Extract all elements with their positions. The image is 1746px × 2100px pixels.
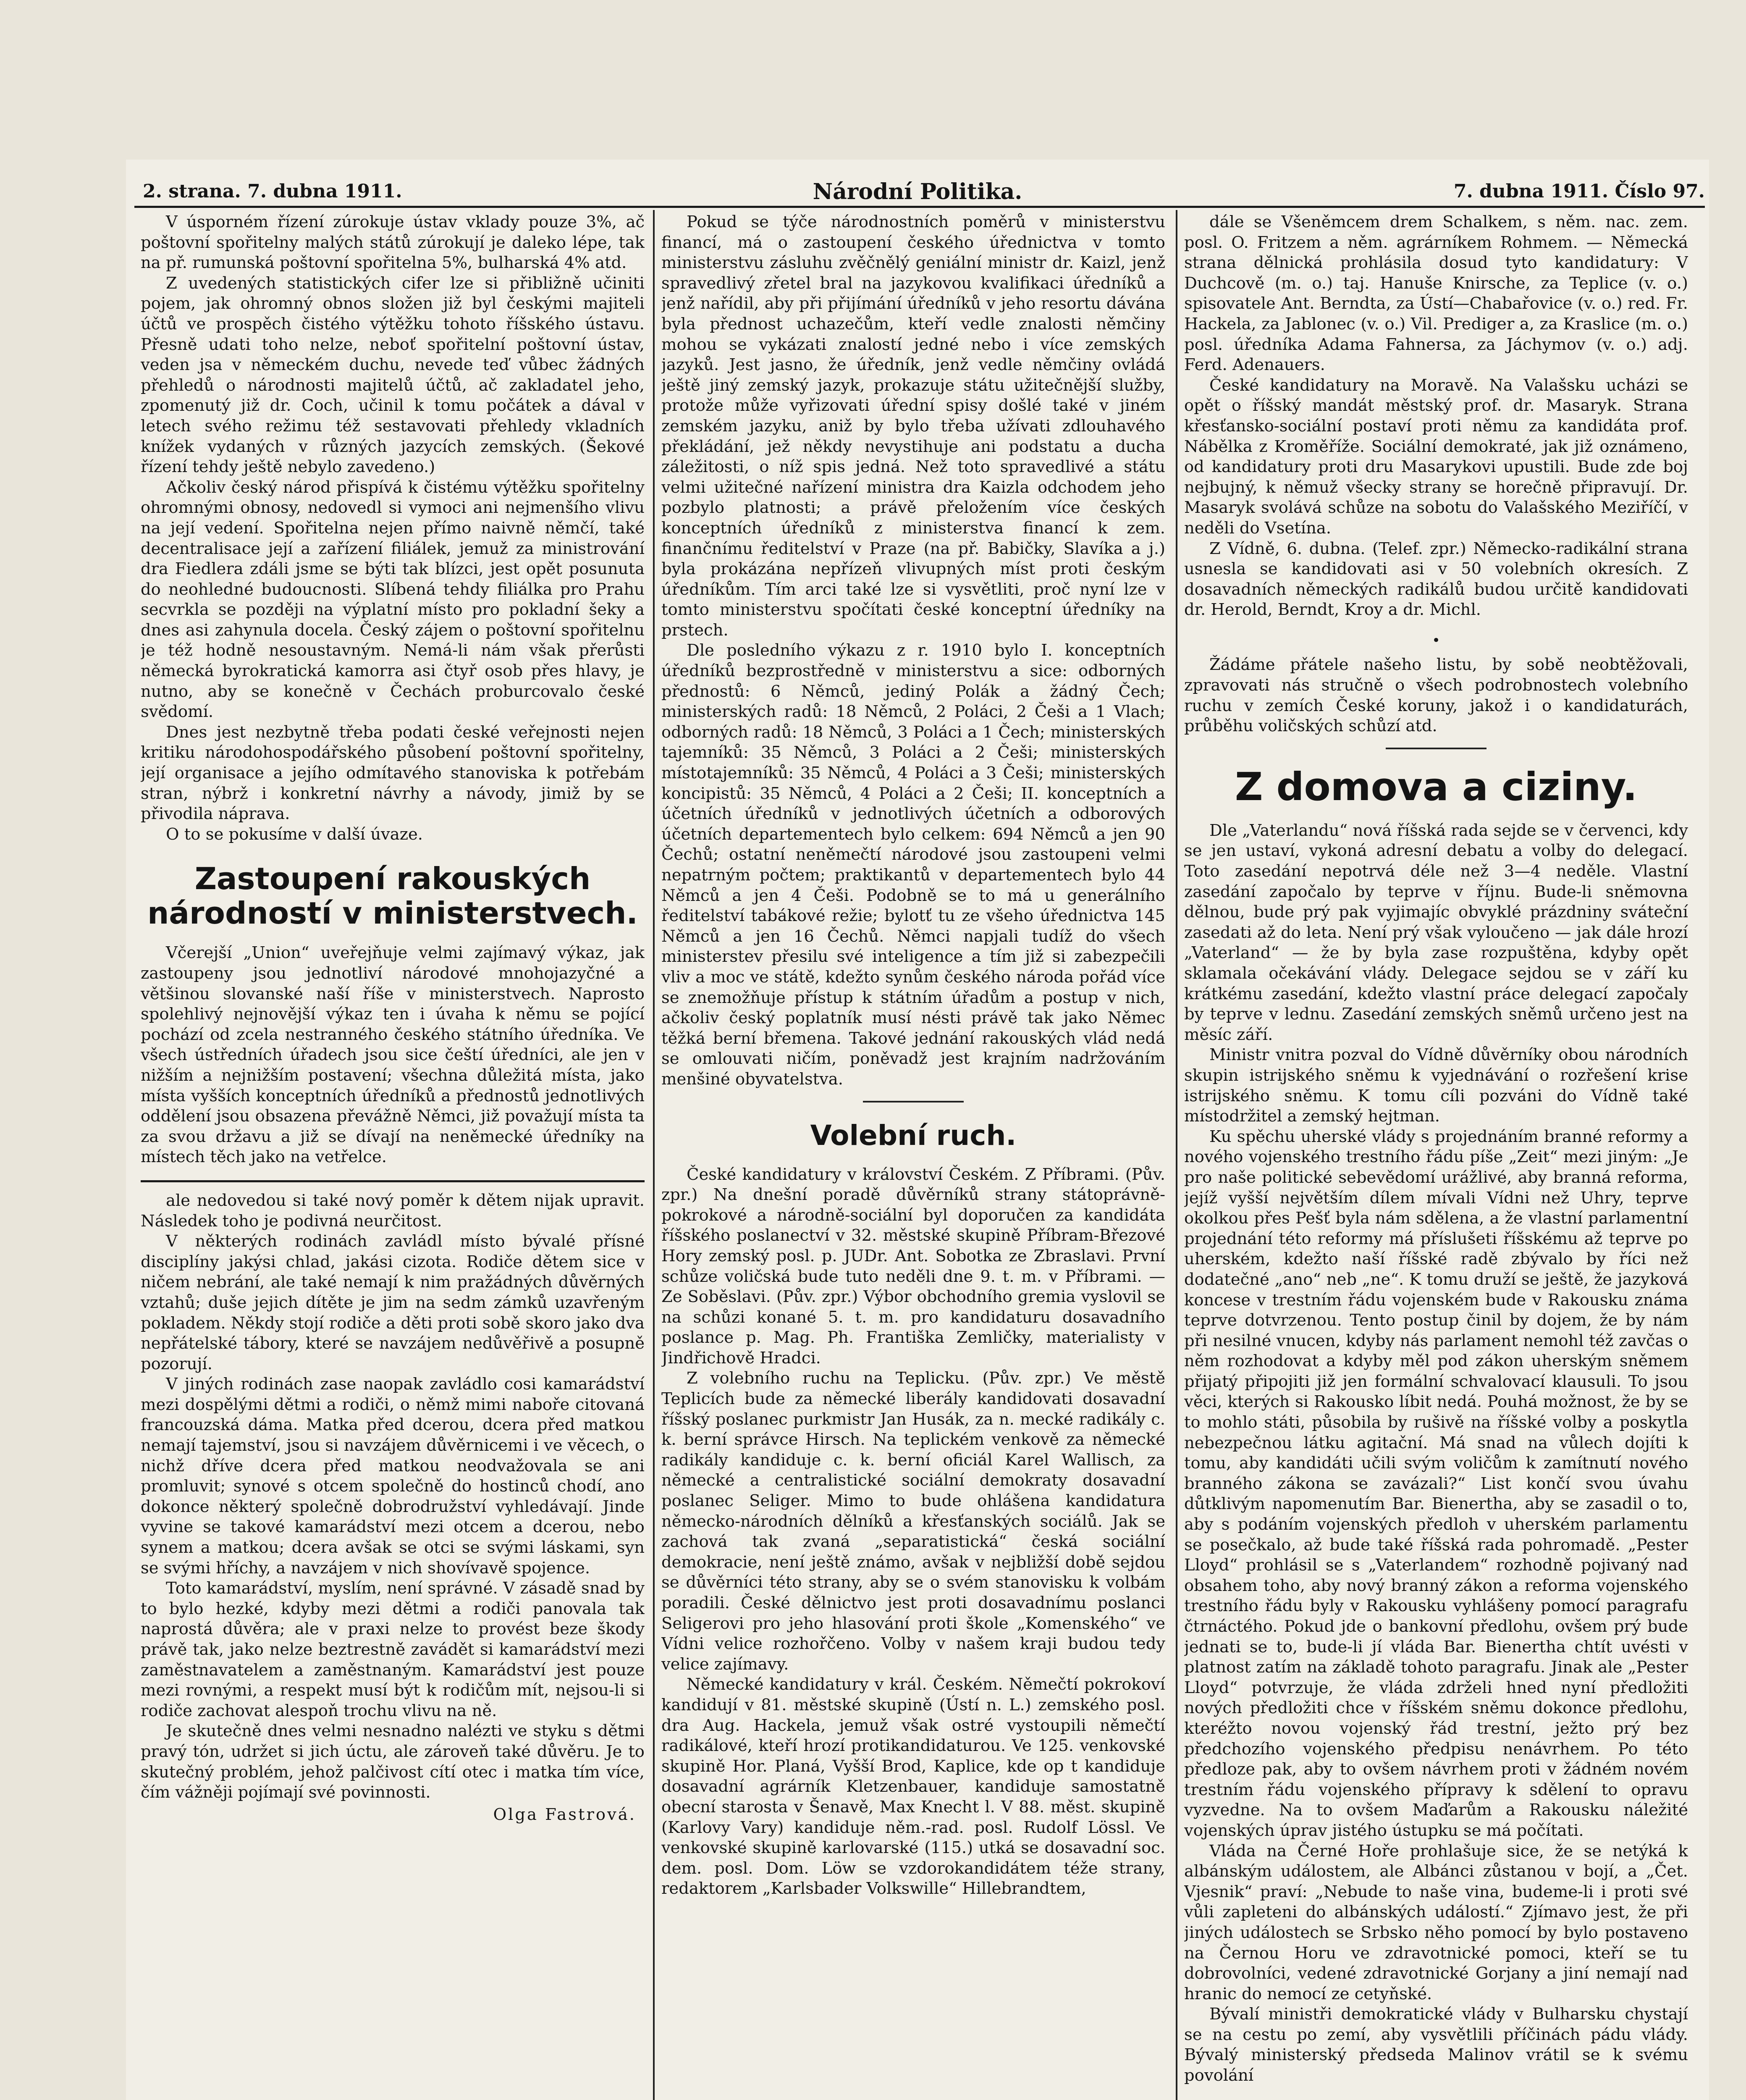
column-1 xyxy=(141,212,645,2100)
short-divider xyxy=(863,1101,964,1102)
paragraph: Dle posledního výkazu z r. 1910 bylo I. konceptních úředníků bezprostředně v ministerstvu a sice: odborných přednostů: 6 Němců, jediný Polák a žádný Čech; ministerských radů: 18 Němců, 2 Poláci, 2 Češi a 1 Vlach; odborných radů: 18 Němců, 3 Poláci a 1 Čech; ministerských tajemníků: 35 Němců, 3 Poláci a 2 Češi; ministerských místotajemníků: 35 Němců, 4 Poláci a 3 Češi; ministerských koncipistů: 35 Němců, 4 Poláci a 2 Češi; II. konceptních a účetních úředníků v jednotlivých účetních a odborových účetních departementech bylo celkem: 694 Němců a jen 90 Čechů; ostatní neněmečtí národové jsou zastoupeni velmi nepatrným počtem; praktikantů v departementech bylo 44 Němců a jen 4 Češi. Podobně se to má u generálního ředitelství tabákové režie; bylotť tu ze všeho úřednictva 145 Němců a jen 16 Čechů. Němci napjali tudíž do všech ministerstev přesilu své inteligence a tím již si zabezpečili vliv a moc ve státě, kdežto synům českého národa pořád více se znemožňuje přístup k státním úřadům a postup v nich, ačkoliv český poplatník musí nésti právě tak jako Němec těžká berní břemena. Takové jednání rakouských vlád nedá se omlouvati ničím, poněvadž jest krajním nadržováním menšiné obyvatelstva. xyxy=(661,641,1165,1089)
paragraph: V jiných rodinách zase naopak zavládlo cosi kamarádství mezi dospělými dětmi a rodiči, o němž mimi naboře citovaná francouzská dáma. Matka před dcerou, dcera před matkou nemají tajemství, jsou si navzájem důvěrnicemi i ve věcech, o nichž dříve dcera před matkou neodvažovala se ani promluvit; synové s otcem společně do hostinců chodí, ano dokonce některý společně dobrodružství vyhledávají. Jinde vyvine se takové kamarádství mezi otcem a dcerou, nebo synem a matkou; dcera avšak se otci se svými láskami, syn se svými hříchy, a navzájem v nich shovívavě spojence. xyxy=(141,1375,645,1578)
section-headline: Volební ruch. xyxy=(810,1119,1017,1152)
paragraph: Ministr vnitra pozval do Vídně důvěrníky obou národních skupin istrijského sněmu k vyjednávání o rozřešení krise istrijského sněmu. K tomu cíli pozváni do Vídně také místodržitel a zemský hejtman. xyxy=(1184,1045,1688,1126)
author-signature: Olga Fastrová. xyxy=(493,1805,636,1824)
paragraph: ale nedovedou si také nový poměr k dětem nijak upravit. Následek toho je podivná neurčitost. xyxy=(141,1191,645,1231)
paragraph: České kandidatury na Moravě. Na Valašsku ucházi se opět o říšský mandát městský prof. dr. Masaryk. Strana křesťansko-sociální postaví proti němu za kandidáta prof. Nábělka z Kroměříže. Sociální demokraté, jak již oznámeno, od kandidatury proti dru Masarykovi upustili. Bude zde boj nejbujný, k němuž všecky strany se horečně připravují. Dr. Masaryk svolává schůze na sobotu do Valašského Meziříčí, v neděli do Vsetína. xyxy=(1184,375,1688,538)
masthead: Národní Politika. xyxy=(813,179,1022,205)
paragraph: Z volebního ruchu na Teplicku. (Pův. zpr.) Ve městě Teplicích bude za německé liberály kandidovati dosavadní říšský poslanec purkmistr Jan Husák, za n. mecké radikály c. k. berní správce Hirsch. Na teplickém venkově za německé radikály kandiduje c. k. berní oficiál Karel Wallisch, za německé a centralistické sociální demokraty dosavadní poslanec Seliger. Mimo to bude ohlášena kandidatura německo-národních dělníků a křesťanských sociálů. Jak se zachová tak zvaná „separatistická“ česká sociální demokracie, není ještě známo, avšak v nejbližší době sejdou se důvěrníci této strany, aby se o svém stanovisku k volbám poradili. České dělnictvo jest proti dosavadnímu poslanci Seligerovi pro jeho hlasování proti škole „Komenského“ ve Vídni velice rozhořčeno. Volby v našem kraji budou tedy velice zajímavy. xyxy=(661,1369,1165,1674)
column-3 xyxy=(1184,212,1688,2100)
paragraph: České kandidatury v království Českém. Z Příbrami. (Pův. zpr.) Na dnešní poradě důvěrníků strany státoprávně-pokrokové a národně-sociální byl doporučen za kandidáta říšského poslanectví v 32. městské skupině Příbram-Březové Hory zemský posl. p. JUDr. Ant. Sobotka ze Zbraslavi. První schůze voličská bude tuto neděli dne 9. t. m. v Příbrami. — Ze Soběslavi. (Pův. zpr.) Výbor obchodního gremia vyslovil se na schůzi konané 5. t. m. pro kandidaturu dosavadního poslance p. Mag. Ph. Františka Zemličky, materialisty v Jindřichově Hradci. xyxy=(661,1165,1165,1368)
paragraph: Z uvedených statistických cifer lze si přibližně učiniti pojem, jak ohromný obnos složen již byl českými majiteli účtů ve prospěch čistého výtěžku tohoto říšského ústavu. Přesně udati toho nelze, neboť spořitelní poštovní ústav, veden jsa v německém duchu, nevede teď vůbec žádných přehledů o národnosti majitelů účtů, ač zakladatel jeho, zpomenutý již dr. Coch, učinil k tomu počátek a dával v letech svého režimu též sestavovati přehledy vkladních knížek vydaných v různých jazycích zemských. (Šekové řízení tehdy ještě nebylo zavedeno.) xyxy=(141,273,645,477)
article-headline: Zastoupení rakouských národností v ministerstvech. xyxy=(147,861,638,931)
paragraph: Dnes jest nezbytně třeba podati české veřejnosti nejen kritiku národohospodářského působení poštovní spořitelny, její organisace a jejího odmítavého stanoviska k potřebám stran, nýbrž i konkretní návrhy a návody, jimiž by se přivodila náprava. xyxy=(141,722,645,824)
separator-dot: • xyxy=(1431,632,1441,649)
paragraph: Ačkoliv český národ přispívá k čistému výtěžku spořitelny ohromnými obnosy, nedovedl si vymoci ani nejmenšího vlivu na její vedení. Spořitelna nejen přímo naivně němčí, také decentralisace její a zařízení filiálek, jemuž za ministrování dra Fiedlera zdáli jsme se býti tak blízci, jest opět posunuta do neohledné budoucnosti. Slíbená tehdy filiálka pro Prahu secvrkla se později na výplatní místo pro pokladní šeky a dnes asi zahynula docela. Český zájem o poštovní spořitelnu je též hodně nesoustavným. Nemá-li nám však přerůsti německá byrokratická kamorra asi čtyř osob přes hlavy, je nutno, aby se konečně v Čechách proburcovalo české svědomí. xyxy=(141,478,645,722)
column-2 xyxy=(661,212,1165,2100)
paragraph: O to se pokusíme v další úvaze. xyxy=(166,824,423,844)
paragraph: Je skutečně dnes velmi nesnadno nalézti ve styku s dětmi pravý tón, udržet si jich úctu, ale zároveň také důvěru. Je to skutečný problém, jehož palčivost cítí otec i matka tím více, čím vážněji pojímají své povinnosti. xyxy=(141,1722,645,1802)
paragraph: Ku spěchu uherské vlády s projednáním branné reformy a nového vojenského trestního řádu píše „Zeit“ mezi jiným: „Je pro naše politické sebevědomí urážlivé, aby branná reforma, jejíž vyšší největším dílem mívali Vídni než Uhry, teprve okolkou přes Pešť byla nám sdělena, a že vlastní parlamentní projednání této reformy má příslušeti říšskému až teprve po uherském, kdežto naší říšské radě zbývalo by říci než dodatečné „ano“ neb „ne“. K tomu druží se ještě, že jazyková koncese v trestním řádu vojenském bude v Rakousku známa teprve dotvrzenou. Tento postup činil by dojem, že by nám při nesilné vnucen, kdyby nás parlament nemohl též zavčas o něm rozhodovat a kdyby měl pod zákon uherským sněmem přijatý připojiti již jen formální schvalovací klausuli. To jsou věci, kterých si Rakousko líbit nedá. Pouhá možnost, že by se to mohlo státi, působila by rušivě na říšské volby a poskytla nebezpečnou látku agitační. Má snad na vůlech dojíti k tomu, aby kandidáti učili svým voličům k zamítnutí nového branného zákona se zavázali?“ List končí svou úvahu důtklivým napomenutím Bar. Bienertha, aby se zasadil o to, aby s podáním vojenských předloh v uherském parlamentu se posečkalo, až bude také říšská rada pohromadě. „Pester Lloyd“ prohlásil se s „Vaterlandem“ rozhodně pojivaný nad obsahem toho, aby nový branný zákon a reforma vojenského trestního řádu byly v Rakousku vyhlášeny pomocí paragrafu čtrnáctého. Pokud jde o bankovní předlohu, ovšem prý bude jednati se to, bude-li jí vláda Bar. Bienertha chtít uvésti v platnost zatím na základě tohoto paragrafu. Jinak ale „Pester Lloyd“ potvrzuje, že vláda zdrželi hned nyní předložiti nových předložiti chce v říšském sněmu dokonce předlohu, kteréžto novou vojenský řád trestní, ježto prý bez předchozího vojenského předpisu nenávrhem. Po této předloze pak, aby to ovšem návrhem proti v žádném novém trestním řádu vojenského přípravy k sdělení to opravu vyzvedne. Na to ovšem Maďarům a Rakousku náležité vojenských úprav jistého ústupku se má počítati. xyxy=(1184,1127,1688,1840)
paragraph: V některých rodinách zavládl místo bývalé přísné disciplíny jakýsi chlad, jakási cizota. Rodiče dětem sice v ničem nebrání, ale také nemají k nim pražádných důvěrných vztahů; duše jejich dítěte je jim na sedm zámků uzavřeným pokladem. Někdy stojí rodiče a děti proti sobě skoro jako dva nepřátelské tábory, které se navzájem nedůvěřivě a posupně pozorují. xyxy=(141,1232,645,1373)
paragraph: Bývalí ministři demokratické vlády v Bulharsku chystají se na cestu po zemí, aby vysvětlili příčinách pádu vlády. Bývalý ministerský předseda Malinov vrátil se k svému povolání xyxy=(1184,2005,1688,2085)
paragraph: Vláda na Černé Hoře prohlašuje sice, že se netýká k albánským událostem, ale Albánci zůstanou v bojí, a „Čet. Vjesnik“ praví: „Nebude to naše vina, budeme-li i proti své vůli zapleteni do albánských událostí.“ Zjímavo jest, že při jiných událostech se Srbsko něho pomocí by bylo postaveno na Černou Horu ve zdravotnické pomoci, kteří se tu dobrovolníci, vedené zdravotnické Gorjany a jiní nemají nad hranic do nemocí ze cetyňské. xyxy=(1184,1841,1688,2003)
paragraph: dále se Všeněmcem drem Schalkem, s něm. nac. zem. posl. O. Fritzem a něm. agrárníkem Rohmem. — Německá strana dělnická prohlásila dosud tyto kandidatury: V Duchcově (m. o.) taj. Hanuše Knirsche, za Teplice (v. o.) spisovatele Ant. Berndta, za Ústí—Chabařovice (v. o.) red. Fr. Hackela, za Jablonec (v. o.) Vil. Prediger a, za Kraslice (m. o.) posl. úředníka Adama Fahnersa, za Jáchymov (v. o.) adj. Ferd. Adenauers. xyxy=(1184,213,1688,375)
header-rule xyxy=(134,206,1705,208)
paragraph: Německé kandidatury v král. Českém. Němečtí pokrokoví kandidují v 81. městské skupině (Ústí n. L.) zemského posl. dra Aug. Hackela, jemuž však ostré vystoupili němečtí radikálové, kteří hrozí protikandidaturou. Ve 125. venkovské skupině Hor. Planá, Vyšší Brod, Kaplice, kde op t kandiduje dosavadní agrárník Kletzenbauer, kandiduje samostatně obecní starosta v Šenavě, Max Knecht l. V 88. měst. skupině (Karlovy Vary) kandiduje něm.-rad. posl. Rudolf Lössl. Ve venkovské skupině karlovarské (115.) utká se dosavadní soc. dem. posl. Dom. Löw se vzdorokandidátem téže strany, redaktorem „Karlsbader Volkswille“ Hillebrandtem, xyxy=(661,1675,1165,1898)
page-header xyxy=(126,173,1709,207)
paragraph: Pokud se týče národnostních poměrů v ministerstvu financí, má o zastoupení českého úřednictva v tomto ministerstvu zásluhu zvěčnělý geniální ministr dr. Kaizl, jenž spravedlivý zřetel bral na jazykovou kvalifikaci úředníků a jenž nařídil, aby při přijímání úředníků v jeho resortu dávána byla přednost uchazečům, kteří vedle znalosti němčiny mohou se vykázati znalostí jedné nebo i více zemských jazyků. Jest jasno, že úředník, jenž vedle němčiny ovládá ještě jiný zemský jazyk, prokazuje státu užitečnější služby, protože může vyřizovati úřední spisy došlé také v jiném zemském jazyku, aniž by bylo třeba užívati zdlouhavého překládání, jež někdy nevystihuje ani podstatu a ducha záležitosti, o níž spis jedná. Než toto spravedlivé a státu velmi užitečné nařízení ministra dra Kaizla odchodem jeho pozbylo platnosti; a právě přeložením více českých konceptních úředníků z ministerstva financí k zem. finančnímu ředitelství v Praze (na př. Babičky, Slavíka a j.) byla prokázána nepřízeň vlivupných míst proti českým úředníkům. Tím arci také lze si vysvětliti, proč nyní lze v tomto ministerstvu spočítati české konceptní úředníky na prstech. xyxy=(661,213,1165,640)
column-divider xyxy=(1176,210,1177,2100)
short-divider xyxy=(1386,748,1486,749)
column-divider xyxy=(653,210,655,2100)
paragraph: Včerejší „Union“ uveřejňuje velmi zajímavý výkaz, jak zastoupeny jsou jednotliví národové mnohojazyčné a většinou slovanské naší říše v ministerstvech. Naprosto spolehlivý nejnovější výkaz ten i úvaha k němu se pojící pochází od zcela nestranného českého státního úředníka. Ve všech ústředních úřadech jsou sice čeští úředníci, ale jen v nižším a nejnižším postavení; všechna důležitá místa, jako místa vyšších konceptních úředníků a přednostů jednotlivých oddělení jsou obsazena převážně Němci, již považují místa ta za svou državu a již se dívají na neněmecké úředníky na místech těch jako na vetřelce. xyxy=(141,943,645,1167)
paragraph: Žádáme přátele našeho listu, by sobě neobtěžovali, zpravovati nás stručně o všech podrobnostech volebního ruchu v zemích České koruny, jakož i o kandidaturách, průběhu voličských schůzí atd. xyxy=(1184,655,1688,736)
section-headline: Z domova a ciziny. xyxy=(1235,764,1638,809)
paragraph: Z Vídně, 6. dubna. (Telef. zpr.) Německo-radikální strana usnesla se kandidovati asi v 50 volebních okresích. Z dosavadních německých radikálů budou určitě kandidovati dr. Herold, Berndt, Kroy a dr. Michl. xyxy=(1184,539,1688,620)
section-divider xyxy=(141,1180,645,1182)
header-date-right: 7. dubna 1911. Číslo 97. xyxy=(1453,181,1705,202)
paragraph: Dle „Vaterlandu“ nová říšská rada sejde se v červenci, kdy se jen ustaví, vykoná adresní debatu a volby do delegací. Toto zasedání nepotrvá déle než 3—4 neděle. Vlastní zasedání započalo by teprve v říjnu. Bude-li sněmovna dělnou, bude prý pak vyjimajíc obvyklé prázdniny sváteční zasedati až do leta. Není prý však vyloučeno — jak dále hrozí „Vaterland“ — že by byla zase rozpuštěna, kdyby opět sklamala očekávání vlády. Delegace sejdou se v září ku krátkému zasedání, kdežto vlastní práce delegací započaly by teprve v lednu. Zasedání zemských sněmů určeno jest na měsíc září. xyxy=(1184,821,1688,1044)
paragraph: Toto kamarádství, myslím, není správné. V zásadě snad by to bylo hezké, kdyby mezi dětmi a rodiči panovala tak naprostá důvěra; ale v praxi nelze to provést beze škody právě tak, jako nelze beztrestně zavádět si kamarádství mezi zaměstnavatelem a zaměstnaným. Kamarádství jest pouze mezi rovnými, a respekt musí být k rodičům mít, nejsou-li si rodiče zachovat alespoň trochu vlivu na ně. xyxy=(141,1579,645,1720)
paragraph: V úsporném řízení zúrokuje ústav vklady pouze 3%, ač poštovní spořitelny malých států zúrokují je daleko lépe, tak na př. rumunská poštovní spořitelna 5%, bulharská 4% atd. xyxy=(141,213,645,273)
header-date-left: 2. strana. 7. dubna 1911. xyxy=(143,181,402,202)
